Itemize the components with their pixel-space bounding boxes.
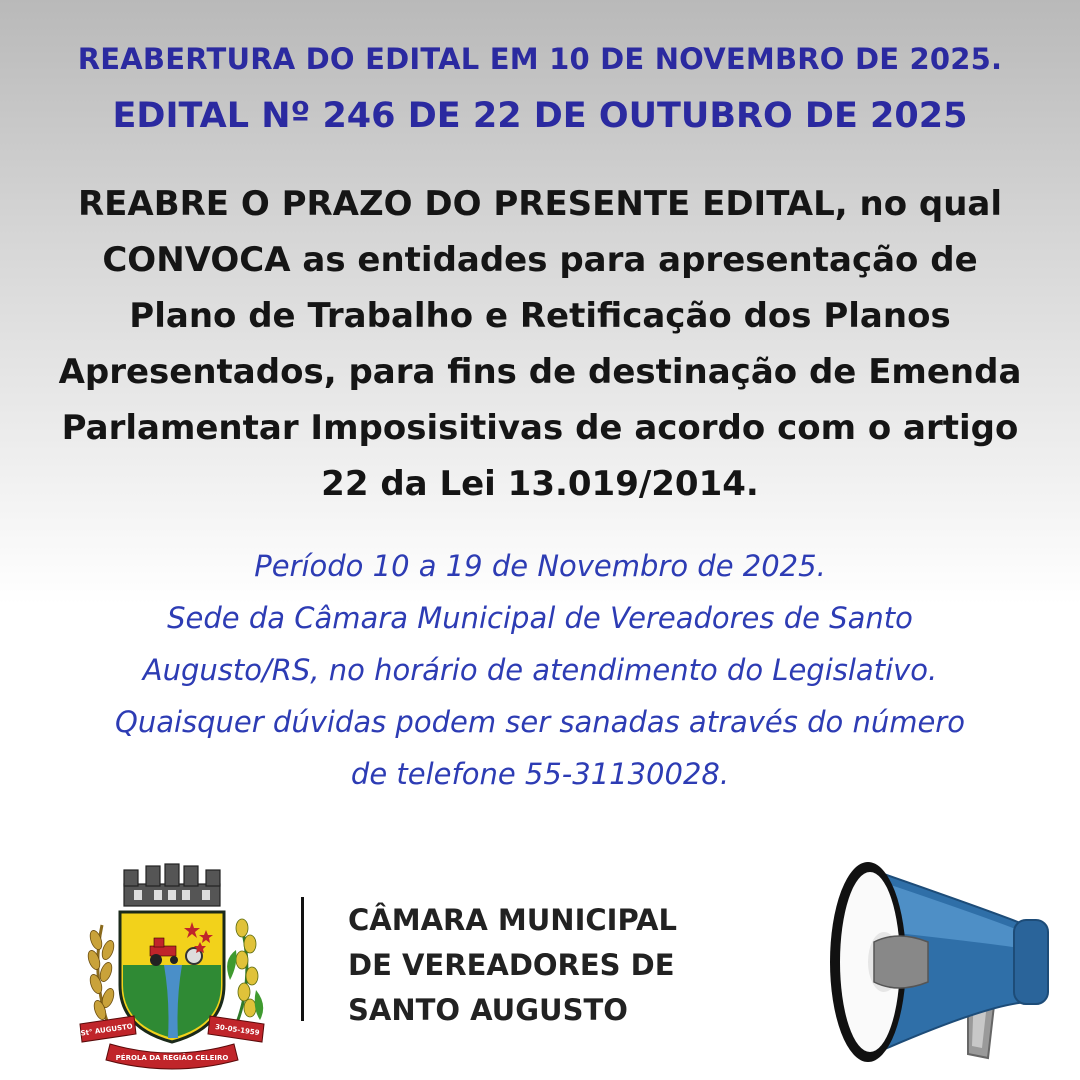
info-line: de telefone 55-31130028. — [350, 757, 730, 791]
crest-ribbon-left: St° AUGUSTO — [80, 1022, 134, 1038]
info-line: Período 10 a 19 de Novembro de 2025. — [254, 549, 826, 583]
body-line: Plano de Trabalho e Retificação dos Planos — [129, 296, 951, 336]
footer-divider — [301, 897, 304, 1021]
info-block — [0, 540, 1080, 800]
info-line: Augusto/RS, no horário de atendimento do Legislativo. — [142, 653, 938, 687]
info-line: Quaisquer dúvidas podem ser sanadas através do número — [115, 705, 965, 739]
edital-heading: EDITAL Nº 246 DE 22 DE OUTUBRO DE 2025 — [112, 96, 968, 136]
org-name-line: DE VEREADORES DE — [348, 948, 675, 982]
crest-motto: PÉROLA DA REGIÃO CELEIRO — [115, 1054, 229, 1062]
org-name-line: SANTO AUGUSTO — [348, 993, 628, 1027]
body-line: Apresentados, para fins de destinação de Emenda — [58, 352, 1022, 392]
info-line: Sede da Câmara Municipal de Vereadores de Santo — [167, 601, 913, 635]
crest-ribbon-right: 30-05-1959 — [214, 1022, 261, 1038]
announcement-body — [20, 176, 1060, 512]
megaphone-icon — [818, 832, 1058, 1072]
body-line: 22 da Lei 13.019/2014. — [321, 464, 759, 504]
reopening-heading: REABERTURA DO EDITAL EM 10 DE NOVEMBRO DE 2025. — [77, 42, 1003, 76]
coat-of-arms-icon — [72, 860, 272, 1075]
body-line: CONVOCA as entidades para apresentação de — [102, 240, 978, 280]
body-line: Parlamentar Imposisitivas de acordo com o artigo — [61, 408, 1019, 448]
org-name-line: CÂMARA MUNICIPAL — [348, 903, 677, 937]
body-line: REABRE O PRAZO DO PRESENTE EDITAL, no qual — [77, 184, 1003, 224]
organization-name — [348, 898, 677, 1033]
